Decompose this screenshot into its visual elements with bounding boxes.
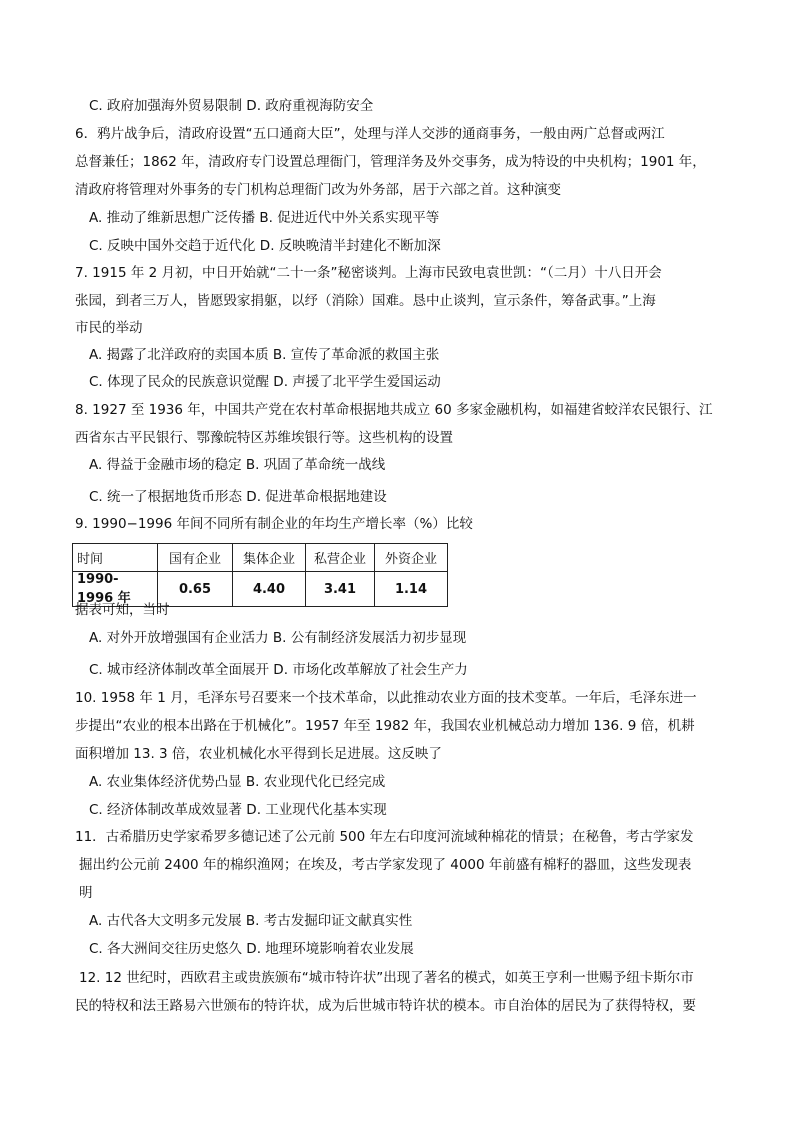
table-cell: 0.65: [158, 572, 233, 607]
q9-options-cd: C. 城市经济体制改革全面展开 D. 市场化改革解放了社会生产力: [89, 662, 468, 678]
table-cell: 1990-1996 年: [73, 572, 158, 607]
table-cell: 4.40: [233, 572, 306, 607]
q7-options-ab: A. 揭露了北洋政府的卖国本质 B. 宣传了革命派的救国主张: [89, 347, 440, 363]
q8-options-cd: C. 统一了根据地货币形态 D. 促进革命根据地建设: [89, 489, 387, 505]
q12-stem-line-2: 民的特权和法王路易六世颁布的特许状，成为后世城市特许状的模本。市自治体的居民为了获得特权，要: [75, 998, 696, 1014]
q10-stem-line-1: 10. 1958 年 1 月，毛泽东号召要来一个技术革命，以此推动农业方面的技术变革。一年后，毛泽东进一: [75, 690, 697, 706]
q11-options-cd: C. 各大洲间交往历史悠久 D. 地理环境影响着农业发展: [89, 941, 414, 957]
q6-stem-line-3: 清政府将管理对外事务的专门机构总理衙门改为外务部，居于六部之首。这种演变: [75, 182, 561, 198]
q11-stem-line-2: 掘出约公元前 2400 年的棉织渔网；在埃及，考古学家发现了 4000 年前盛有棉籽的器皿，这些发现表: [79, 857, 692, 873]
table-header-cell: 私营企业: [306, 544, 375, 572]
q7-stem-line-2: 张园，到者三万人，皆愿毁家捐躯，以纾（消除）国难。恳中止谈判，宣示条件，筹备武事。”上海: [75, 293, 656, 309]
q11-options-ab: A. 古代各大文明多元发展 B. 考古发掘印证文献真实性: [89, 913, 413, 929]
q9-note: 据表可知，当时: [75, 602, 170, 618]
q6-options-cd: C. 反映中国外交趋于近代化 D. 反映晚清半封建化不断加深: [89, 238, 441, 254]
q6-stem-line-2: 总督兼任；1862 年，清政府专门设置总理衙门，管理洋务及外交事务，成为特设的中央机构；1901 年，: [75, 154, 706, 170]
q9-options-ab: A. 对外开放增强国有企业活力 B. 公有制经济发展活力初步显现: [89, 630, 467, 646]
table-header-cell: 外资企业: [375, 544, 448, 572]
q8-stem-line-2: 西省东古平民银行、鄂豫皖特区苏维埃银行等。这些机构的设置: [75, 430, 453, 446]
growth-rate-table: [72, 543, 448, 607]
table-header-cell: 时间: [73, 544, 158, 572]
q9-title: 9. 1990−1996 年间不同所有制企业的年均生产增长率（%）比较: [75, 516, 473, 532]
q6-stem-line-1: 6．鸦片战争后，清政府设置“五口通商大臣”，处理与洋人交涉的通商事务，一般由两广总督或两江: [75, 126, 665, 142]
q11-stem-line-1: 11．古希腊历史学家希罗多德记述了公元前 500 年左右印度河流域种棉花的情景；在秘鲁，考古学家发: [75, 829, 694, 845]
q10-stem-line-3: 面积增加 13. 3 倍，农业机械化水平得到长足进展。这反映了: [75, 746, 442, 762]
q7-stem-line-3: 市民的举动: [75, 320, 143, 336]
q7-options-cd: C. 体现了民众的民族意识觉醒 D. 声援了北平学生爱国运动: [89, 374, 441, 390]
q7-stem-line-1: 7. 1915 年 2 月初，中日开始就“二十一条”秘密谈判。上海市民致电袁世凯：“（二月）十八日开会: [75, 265, 662, 281]
q12-stem-line-1: 12. 12 世纪时，西欧君主或贵族颁布“城市特许状”出现了著名的模式，如英王亨利一世赐予纽卡斯尔市: [79, 970, 694, 986]
table-header-cell: 国有企业: [158, 544, 233, 572]
table-header-row: [73, 544, 448, 572]
q8-options-ab: A. 得益于金融市场的稳定 B. 巩固了革命统一战线: [89, 457, 386, 473]
q11-stem-line-3: 明: [79, 885, 93, 901]
q6-options-ab: A. 推动了维新思想广泛传播 B. 促进近代中外关系实现平等: [89, 210, 440, 226]
q5-option-line: C. 政府加强海外贸易限制 D. 政府重视海防安全: [89, 98, 374, 114]
q8-stem-line-1: 8. 1927 至 1936 年，中国共产党在农村革命根据地共成立 60 多家金融机构，如福建省蛟洋农民银行、江: [75, 402, 713, 418]
table-cell: 3.41: [306, 572, 375, 607]
q10-options-cd: C. 经济体制改革成效显著 D. 工业现代化基本实现: [89, 802, 387, 818]
table-cell: 1.14: [375, 572, 448, 607]
q10-stem-line-2: 步提出“农业的根本出路在于机械化”。1957 年至 1982 年，我国农业机械总动力增加 136. 9 倍，机耕: [75, 718, 695, 734]
q10-options-ab: A. 农业集体经济优势凸显 B. 农业现代化已经完成: [89, 774, 386, 790]
table-header-cell: 集体企业: [233, 544, 306, 572]
